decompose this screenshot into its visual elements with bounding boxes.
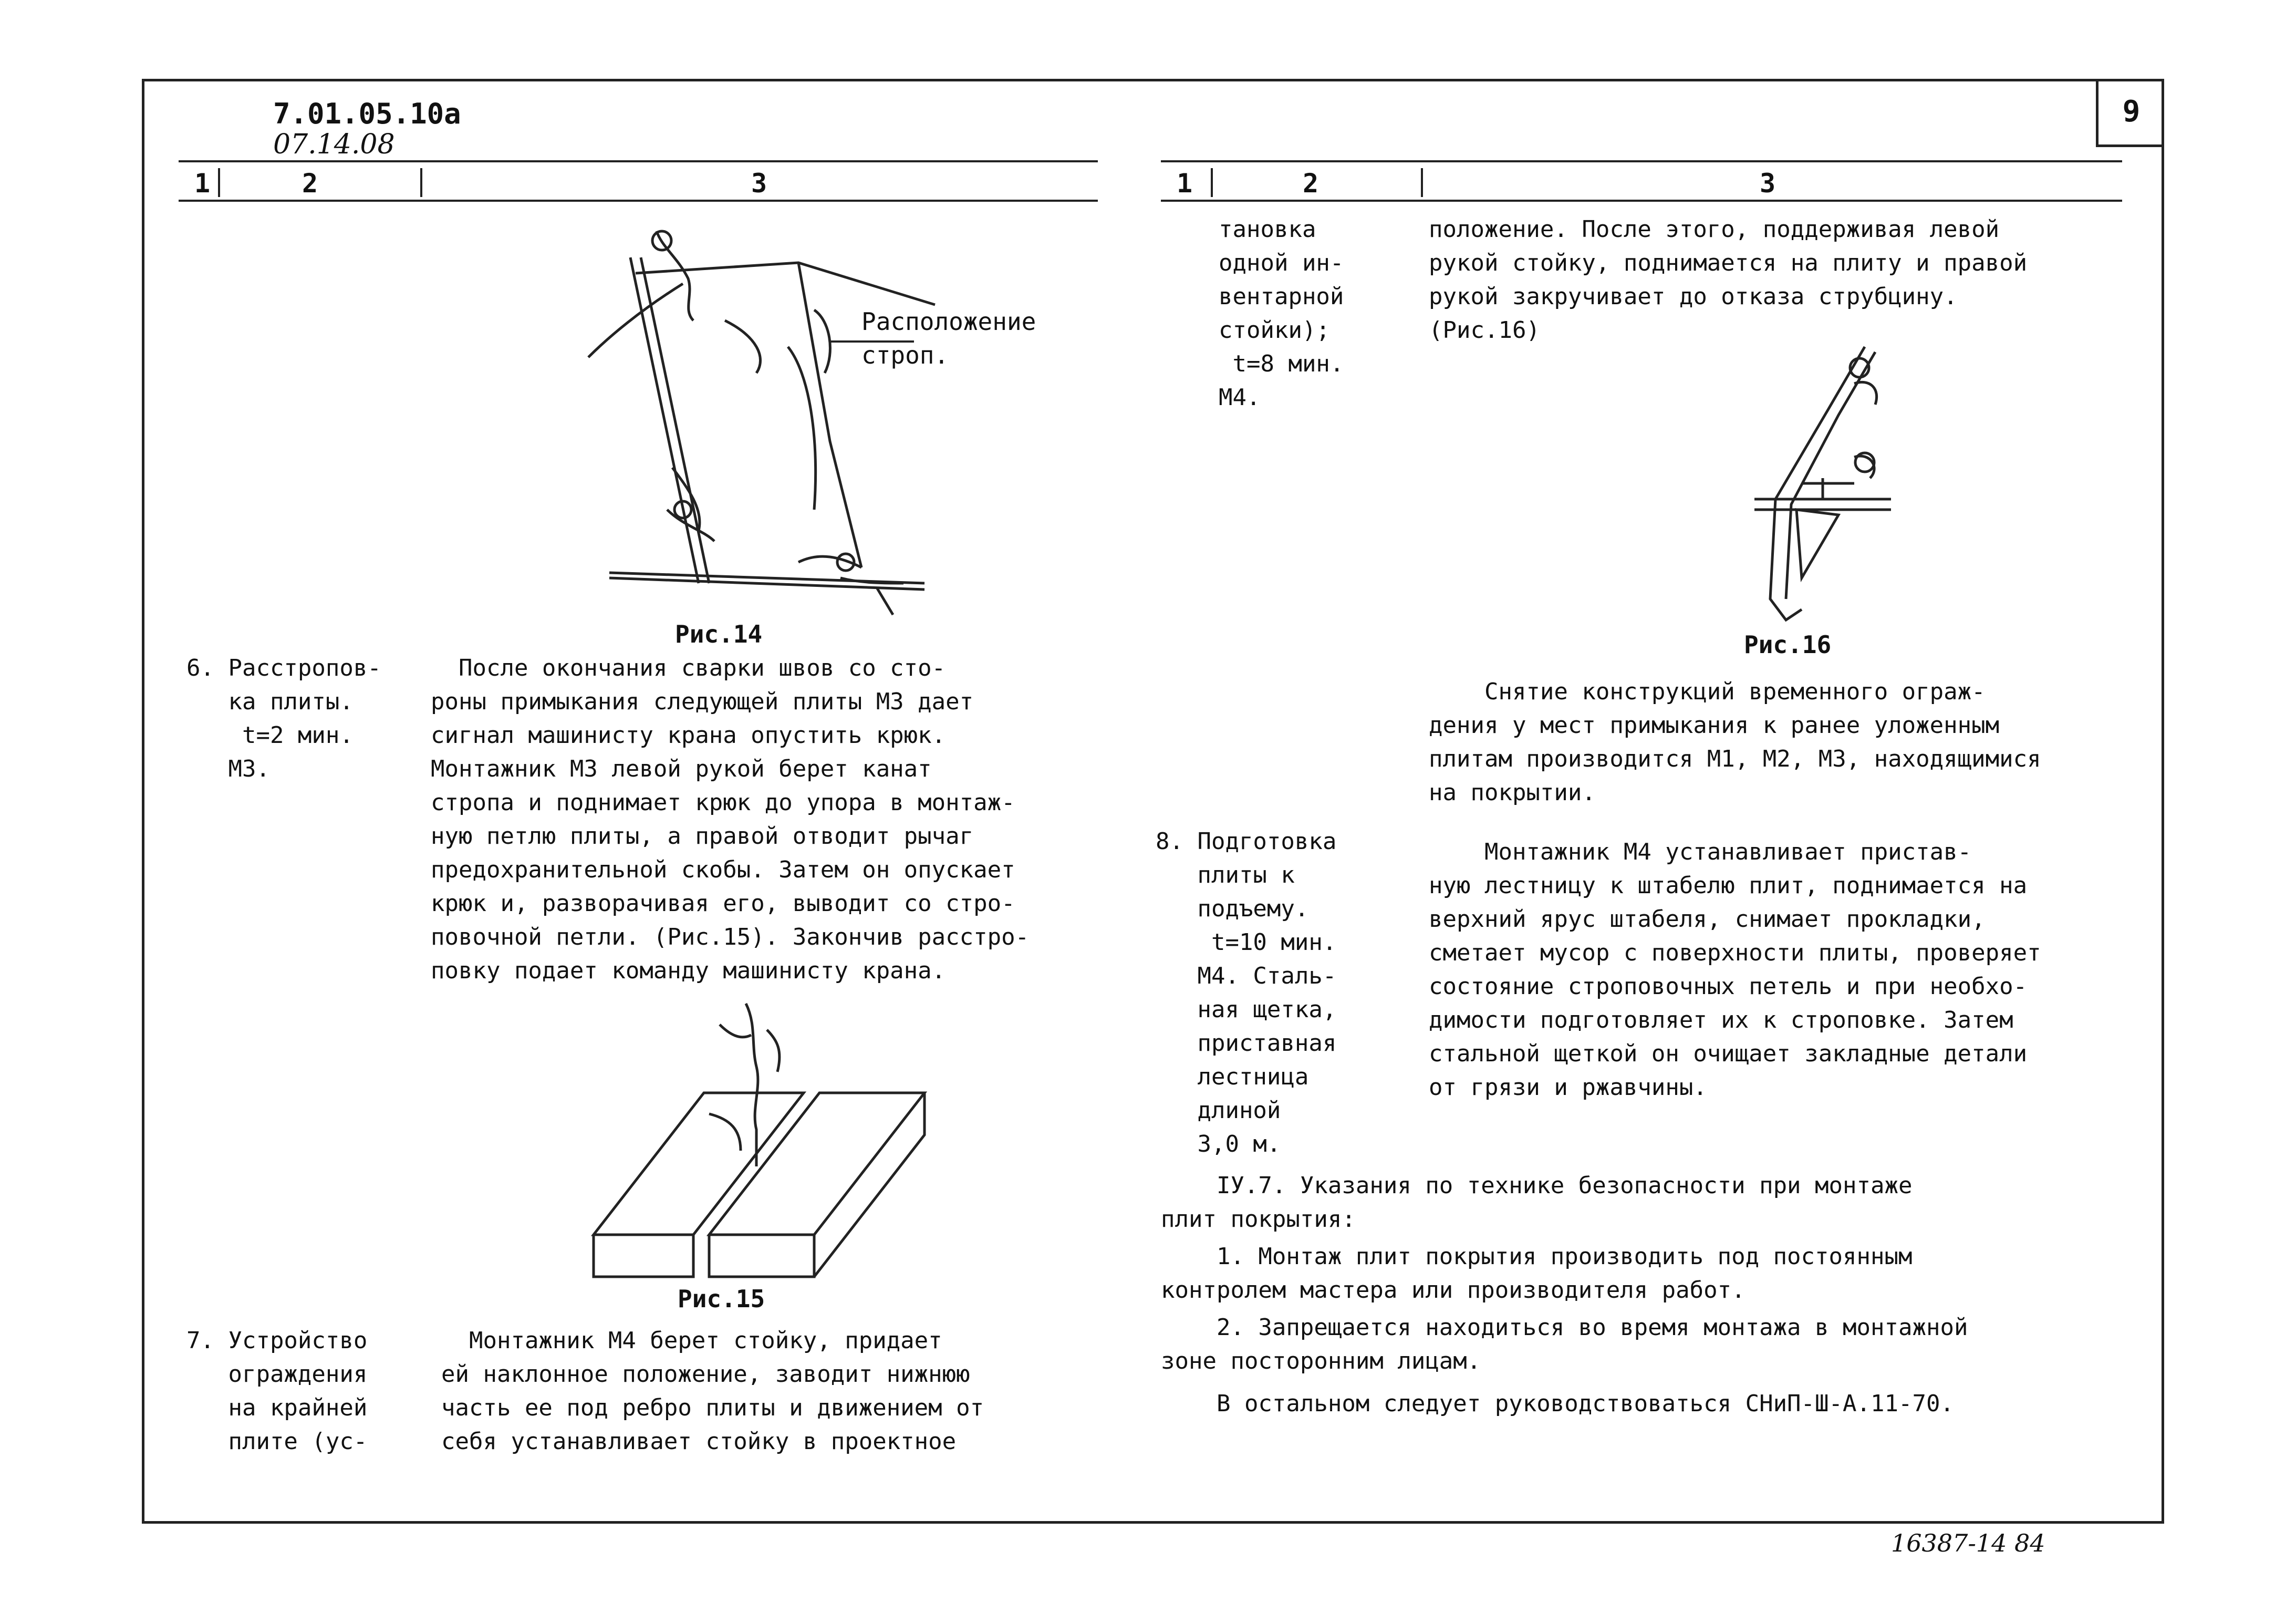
item-7-step-continued: тановка одной ин- вентарной стойки); t=8 мин. M4.	[1219, 216, 1344, 411]
col-header-2: 2	[302, 168, 318, 199]
col-header-r1: 1	[1177, 168, 1193, 199]
item-8-text: Монтажник М4 устанавливает пристав- ную лестницу к штабелю плит, поднимается на верхний ярус штабеля, снимает прокладки, сметает мусор с поверхности плиты, проверяет состояние строповочных петель и при необхо- димости подготовляет их к строповке. Затем стальной щеткой он очищает закладные детали от грязи и ржавчины.	[1429, 839, 2041, 1101]
safety-point-3: В остальном следует руководствоваться СНиП-Ш-А.11-70.	[1161, 1390, 1954, 1417]
col-header-1: 1	[194, 168, 211, 199]
safety-point-2: 2. Запрещается находиться во время монтажа в монтажной зоне посторонним лицам.	[1161, 1314, 1968, 1374]
page-number: 9	[2096, 79, 2164, 147]
col-header-3: 3	[751, 168, 767, 199]
item-6-text: После окончания сварки швов со сто- роны примыкания следующей плиты М3 дает сигнал машинисту крана опустить крюк. Монтажник М3 левой рукой берет канат стропа и поднимает крюк до упора в монтаж- ную петлю плиты, а правой отводит рычаг предохранительной скобы. Затем он опускает крюк и, разворачивая его, выводит со стро- повочной петли. (Рис.15). Закончив расстро- повку подает команду машинисту крана.	[431, 655, 1030, 984]
item-7-text-continued: положение. После этого, поддерживая левой рукой стойку, поднимается на плиту и правой рукой закручивает до отказа струбцину. (Рис.16)	[1429, 216, 2028, 344]
col-header-r3: 3	[1760, 168, 1776, 199]
header-rule-left-bottom	[179, 200, 1098, 202]
figure-15-drawing	[583, 993, 940, 1282]
item-8-step: 8. Подготовка плиты к подъему. t=10 мин. M4. Сталь- ная щетка, приставная лестница длиной 3,0 м.	[1156, 828, 1337, 1157]
col-separator	[420, 168, 422, 197]
removal-text: Снятие конструкций временного ограж- дения у мест примыкания к ранее уложенным плитам производится М1, М2, М3, находящимися на покрытии.	[1429, 678, 2041, 806]
header-rule-left-top	[179, 160, 1098, 162]
handwritten-code: 07.14.08	[273, 129, 395, 160]
item-7-text: Монтажник М4 берет стойку, придает ей наклонное положение, заводит нижнюю часть ее под ребро плиты и движением от себя устанавливает стойку в проектное	[441, 1327, 984, 1455]
figure-14-label: Расположение строп.	[861, 307, 1036, 369]
document-code: 7.01.05.10а	[273, 97, 461, 130]
figure-14-drawing	[567, 215, 967, 620]
figure-16-caption: Рис.16	[1744, 630, 1832, 659]
col-header-r2: 2	[1303, 168, 1319, 199]
safety-heading: IУ.7. Указания по технике безопасности при монтаже плит покрытия:	[1161, 1172, 1913, 1233]
item-7-step: 7. Устройство ограждения на крайней плите (ус-	[186, 1327, 368, 1455]
figure-16-drawing	[1733, 336, 1912, 630]
safety-point-1: 1. Монтаж плит покрытия производить под постоянным контролем мастера или производителя работ.	[1161, 1243, 1913, 1304]
col-separator	[218, 168, 220, 197]
header-rule-right-bottom	[1161, 200, 2122, 202]
footer-stamp: 16387-14 84	[1891, 1529, 2045, 1557]
header-rule-right-top	[1161, 160, 2122, 162]
figure-14-caption: Рис.14	[675, 620, 763, 648]
col-separator	[1421, 168, 1423, 197]
item-6-step: 6. Расстропов- ка плиты. t=2 мин. M3.	[186, 655, 381, 782]
figure-15-caption: Рис.15	[678, 1285, 765, 1313]
col-separator	[1211, 168, 1213, 197]
